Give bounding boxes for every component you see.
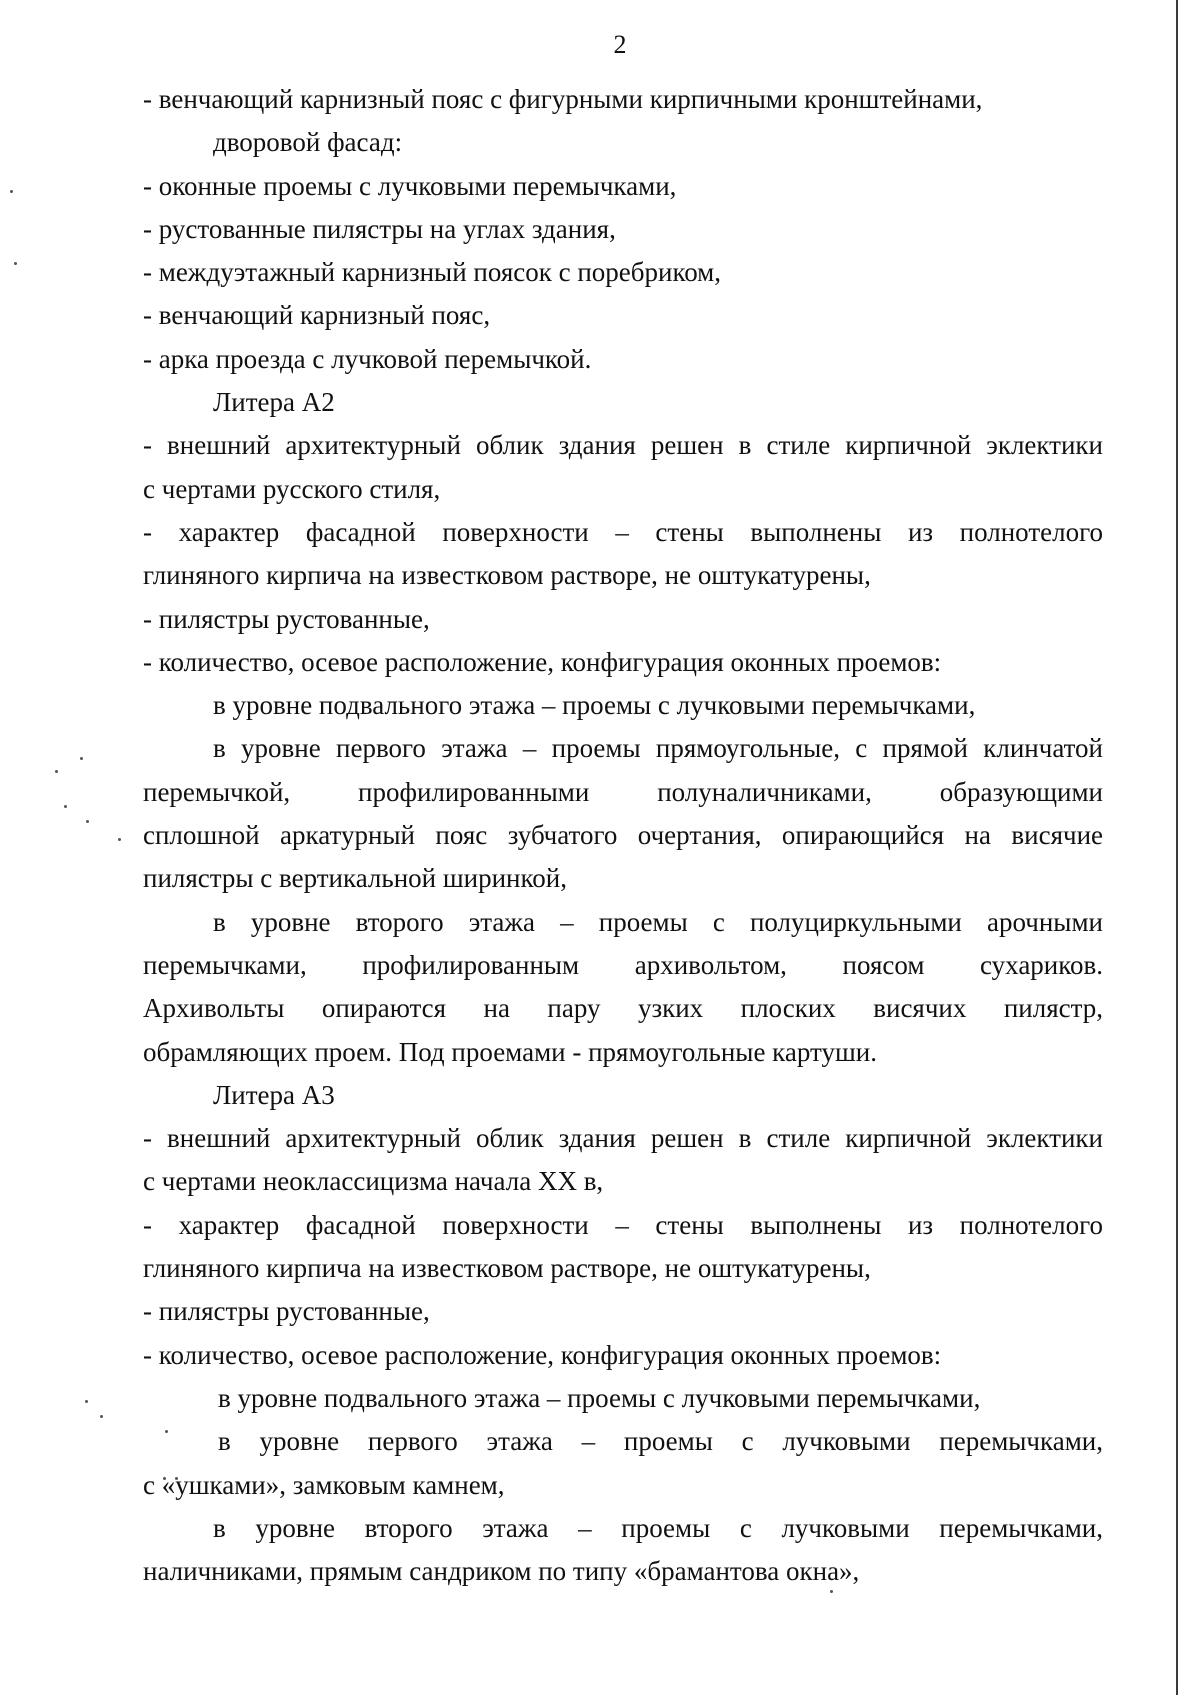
list-item-continuation: глиняного кирпича на известковом растворе, не оштукатурены, — [143, 560, 871, 591]
list-item: - оконные проемы с лучковыми перемычками, — [143, 170, 677, 201]
sub-item-continuation: с «ушками», замковым камнем, — [143, 1469, 505, 1500]
sub-item-continuation: обрамляющих проем. Под проемами - прямоугольные картуши. — [143, 1036, 877, 1067]
list-item-continuation: с чертами неоклассицизма начала XX в, — [143, 1166, 604, 1197]
list-item: - количество, осевое расположение, конфигурация оконных проемов: — [143, 1339, 942, 1370]
list-item: - количество, осевое расположение, конфигурация оконных проемов: — [143, 646, 942, 677]
list-item: - внешний архитектурный облик здания решен в стиле кирпичной эклектики — [143, 430, 1103, 461]
list-item: - арка проезда с лучковой перемычкой. — [143, 343, 592, 374]
sub-item-continuation: пилястры с вертикальной ширинкой, — [143, 863, 567, 894]
list-item: - пилястры рустованные, — [143, 1296, 430, 1327]
list-item-continuation: глиняного кирпича на известковом растворе, не оштукатурены, — [143, 1253, 871, 1284]
page-edge-line — [1176, 0, 1178, 1695]
sub-item: в уровне подвального этажа – проемы с лучковыми перемычками, — [213, 690, 976, 721]
sub-item-continuation: Архивольты опираются на пару узких плоских висячих пилястр, — [143, 993, 1103, 1024]
sub-item-continuation: сплошной аркатурный пояс зубчатого очертания, опирающийся на висячие — [143, 820, 1103, 851]
sub-item-continuation: перемычкой, профилированными полуналичниками, образующими — [143, 776, 1103, 807]
list-item: - характер фасадной поверхности – стены выполнены из полнотелого — [143, 1209, 1103, 1240]
sub-item: в уровне подвального этажа – проемы с лучковыми перемычками, — [218, 1382, 981, 1413]
section-heading: Литера А2 — [213, 387, 335, 418]
list-item: - венчающий карнизный пояс, — [143, 300, 491, 331]
sub-item-continuation: наличниками, прямым сандриком по типу «брамантова окна», — [143, 1556, 860, 1587]
list-item: - характер фасадной поверхности – стены выполнены из полнотелого — [143, 516, 1103, 547]
list-item: - рустованные пилястры на углах здания, — [143, 213, 616, 244]
section-heading: дворовой фасад: — [213, 127, 403, 158]
sub-item: в уровне первого этажа – проемы прямоугольные, с прямой клинчатой — [213, 733, 1103, 764]
list-item: - пилястры рустованные, — [143, 603, 430, 634]
document-body — [143, 78, 1103, 1593]
page-number: 2 — [613, 30, 627, 59]
section-heading: Литера А3 — [213, 1079, 335, 1110]
sub-item: в уровне второго этажа – проемы с лучковыми перемычками, — [213, 1512, 1103, 1543]
list-item: - внешний архитектурный облик здания решен в стиле кирпичной эклектики — [143, 1123, 1103, 1154]
sub-item-continuation: перемычками, профилированным архивольтом, поясом сухариков. — [143, 949, 1103, 980]
list-item-continuation: с чертами русского стиля, — [143, 473, 441, 504]
sub-item: в уровне второго этажа – проемы с полуциркульными арочными — [213, 906, 1103, 937]
list-item: - венчающий карнизный пояс с фигурными кирпичными кронштейнами, — [143, 84, 983, 114]
sub-item: в уровне первого этажа – проемы с лучковыми перемычками, — [218, 1426, 1103, 1457]
list-item: - междуэтажный карнизный поясок с поребриком, — [143, 257, 722, 288]
